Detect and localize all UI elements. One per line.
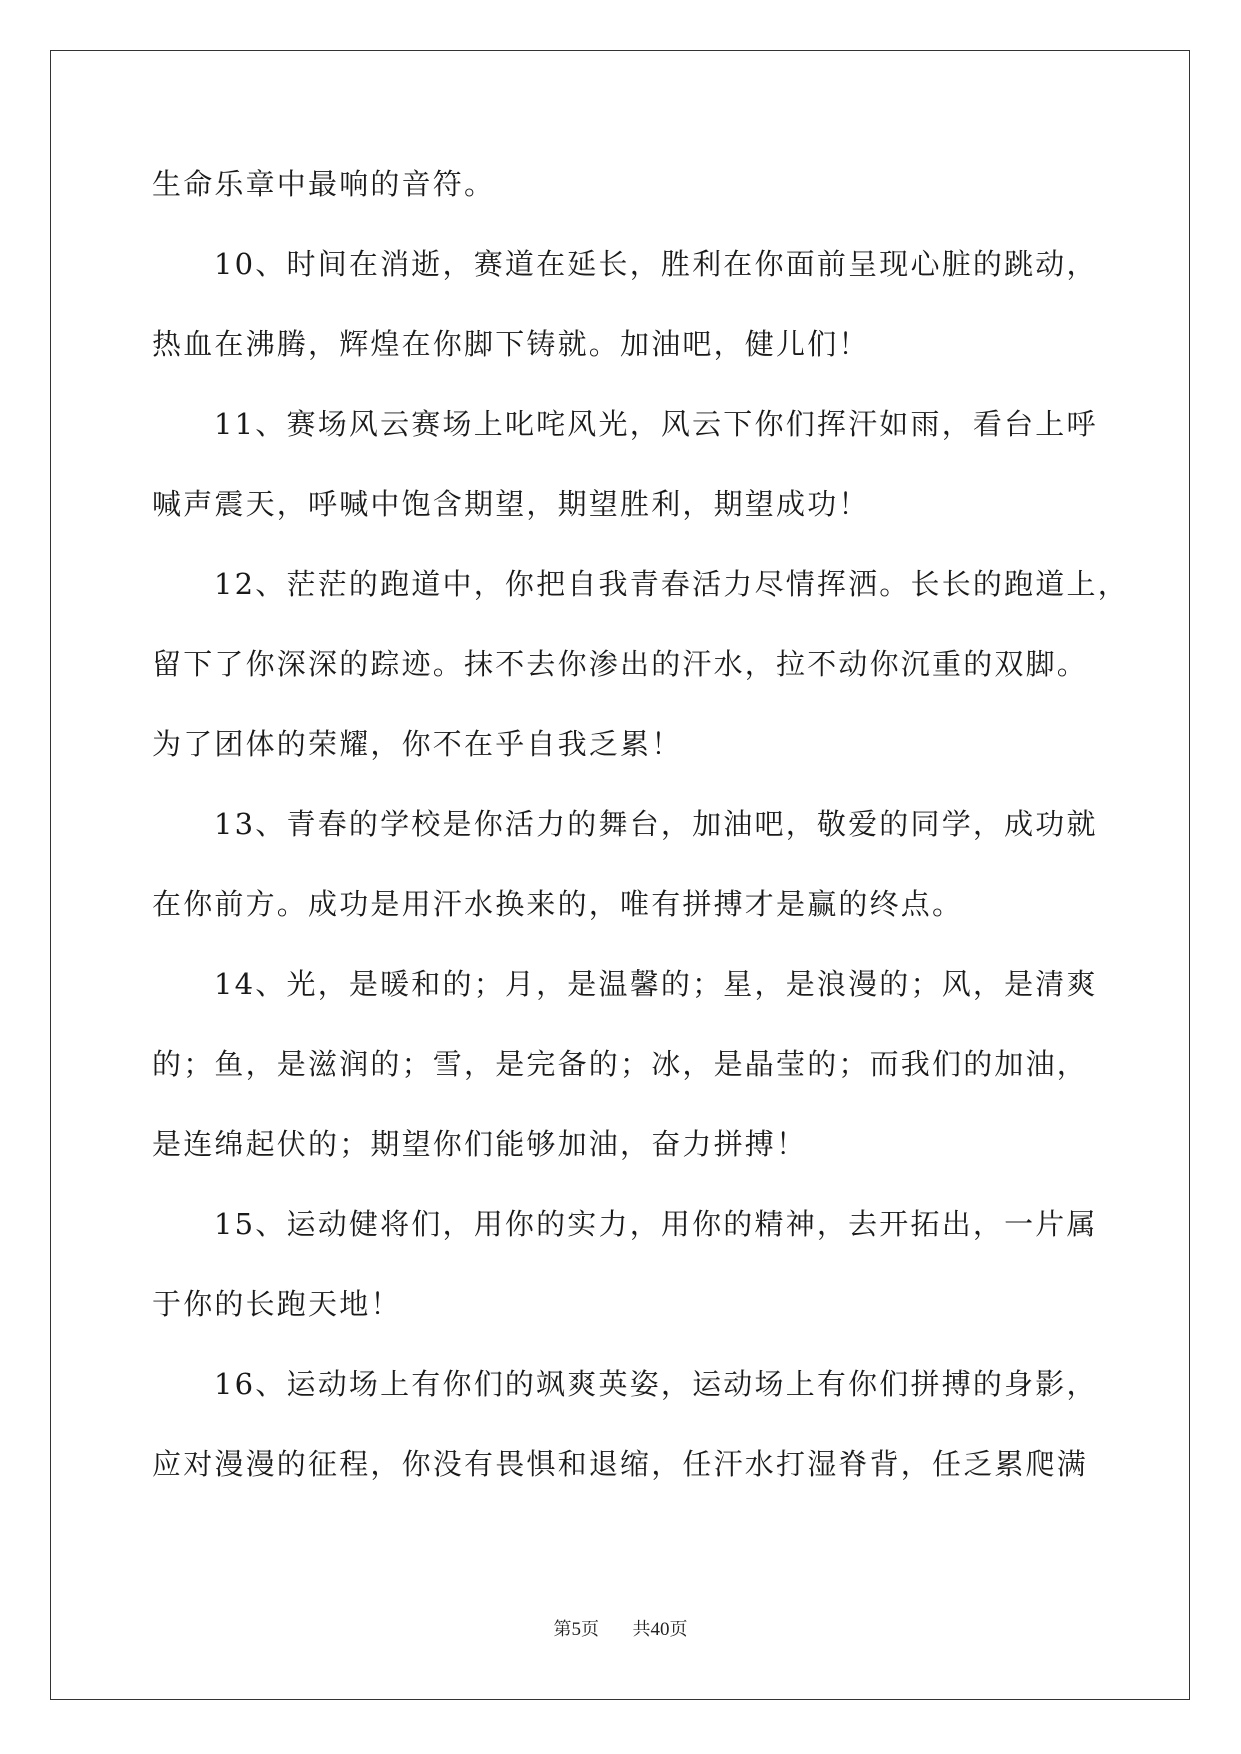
text-line: 应对漫漫的征程，你没有畏惧和退缩，任汗水打湿脊背，任乏累爬满 bbox=[152, 1447, 1089, 1481]
page-prefix: 第 bbox=[553, 1619, 572, 1640]
page-number: 5 bbox=[571, 1619, 582, 1640]
text-line: 是连绵起伏的；期望你们能够加油，奋力拼搏！ bbox=[152, 1127, 808, 1161]
text-line: 14、光，是暖和的；月，是温馨的；星，是浪漫的；风，是清爽 bbox=[214, 967, 1098, 1001]
text-line: 12、茫茫的跑道中，你把自我青春活力尽情挥洒。长长的跑道上， bbox=[214, 567, 1129, 601]
text-line: 于你的长跑天地！ bbox=[152, 1287, 402, 1321]
text-line: 留下了你深深的踪迹。抹不去你渗出的汗水，拉不动你沉重的双脚。 bbox=[152, 647, 1089, 681]
text-line: 10、时间在消逝，赛道在延长，胜利在你面前呈现心脏的跳动， bbox=[214, 247, 1098, 281]
text-line: 在你前方。成功是用汗水换来的，唯有拼搏才是赢的终点。 bbox=[152, 887, 964, 921]
text-line: 11、赛场风云赛场上叱咤风光，风云下你们挥汗如雨，看台上呼 bbox=[214, 407, 1098, 441]
page-number-label bbox=[554, 1619, 605, 1640]
total-pages: 40 bbox=[650, 1619, 670, 1640]
total-suffix: 页 bbox=[669, 1619, 688, 1640]
text-line: 喊声震天，呼喊中饱含期望，期望胜利，期望成功！ bbox=[152, 487, 870, 521]
text-line: 生命乐章中最响的音符。 bbox=[152, 167, 496, 201]
page-suffix: 页 bbox=[581, 1619, 600, 1640]
text-line: 为了团体的荣耀，你不在乎自我乏累！ bbox=[152, 727, 683, 761]
total-pages-label bbox=[632, 1619, 687, 1640]
text-line: 13、青春的学校是你活力的舞台，加油吧，敬爱的同学，成功就 bbox=[214, 807, 1098, 841]
total-prefix: 共 bbox=[632, 1619, 651, 1640]
text-line: 16、运动场上有你们的飒爽英姿，运动场上有你们拼搏的身影， bbox=[214, 1367, 1098, 1401]
text-line: 的；鱼，是滋润的；雪，是完备的；冰，是晶莹的；而我们的加油， bbox=[152, 1047, 1089, 1081]
text-line: 热血在沸腾，辉煌在你脚下铸就。加油吧，健儿们！ bbox=[152, 327, 870, 361]
page-footer bbox=[0, 1618, 1241, 1642]
text-line: 15、运动健将们，用你的实力，用你的精神，去开拓出，一片属 bbox=[214, 1207, 1098, 1241]
document-body bbox=[152, 164, 1129, 1524]
